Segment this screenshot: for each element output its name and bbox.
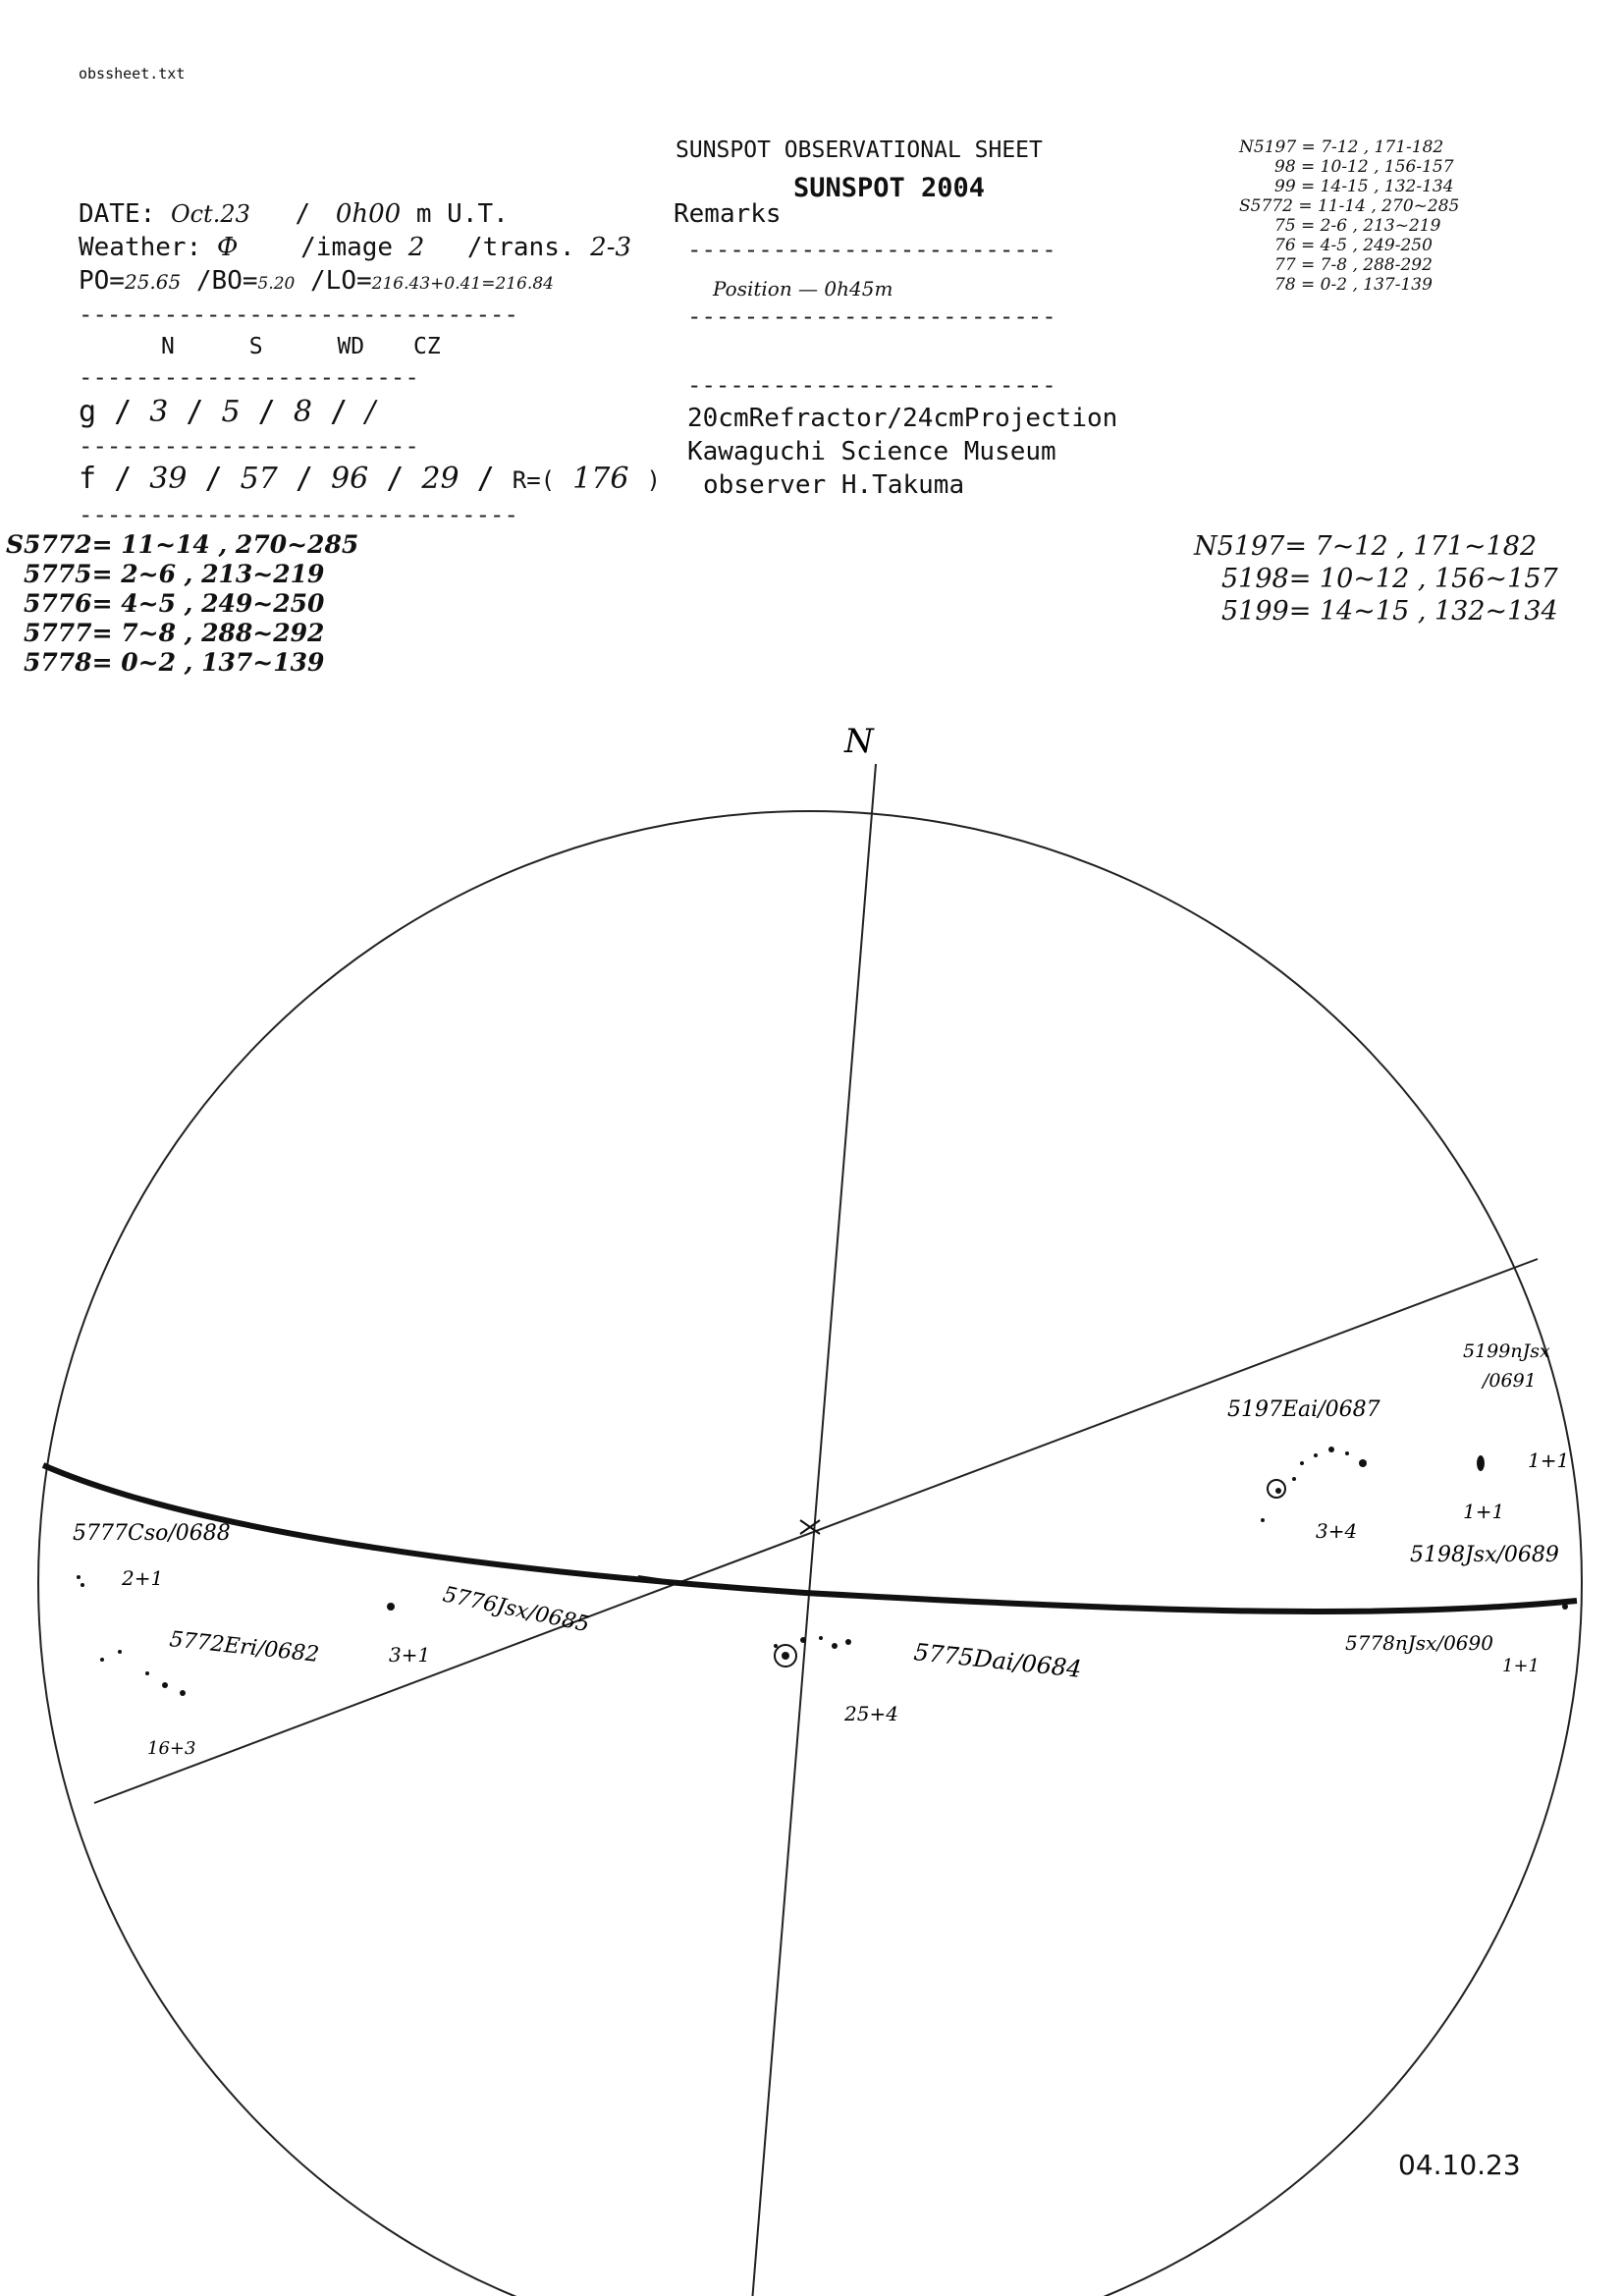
weather-value: Ф bbox=[216, 233, 239, 262]
note-line: 77 = 7-8 , 288-292 bbox=[1274, 255, 1433, 275]
group-5198-label: 5198Jsx/0689 bbox=[1410, 1543, 1559, 1567]
solar-disk-outline bbox=[38, 811, 1582, 2296]
group-5197-label: 5197Eai/0687 bbox=[1227, 1397, 1380, 1422]
group-5772-label: 5772Eri/0682 bbox=[168, 1627, 321, 1667]
note-line: 76 = 4-5 , 249-250 bbox=[1274, 236, 1433, 255]
group-5777-label: 5777Cso/0688 bbox=[73, 1521, 231, 1546]
spot-group-5198 bbox=[1477, 1455, 1485, 1471]
trans-value: 2-3 bbox=[590, 233, 632, 262]
image-label: /image bbox=[300, 233, 394, 262]
spot-group-5775 bbox=[774, 1636, 851, 1667]
note-line: 5776= 4~5 , 249~250 bbox=[24, 589, 325, 618]
f-row: f / 39 / 57 / 96 / 29 / R=( 176 ) bbox=[79, 462, 661, 496]
note-line: S5772 = 11-14 , 270~285 bbox=[1239, 196, 1460, 216]
f-wd-value: 96 bbox=[331, 462, 369, 496]
r-label: R=( bbox=[512, 466, 556, 494]
note-line: 5199= 14~15 , 132~134 bbox=[1221, 596, 1558, 627]
group-5199-label: 5199nJsx bbox=[1463, 1340, 1550, 1362]
r-close: ) bbox=[646, 466, 661, 494]
divider: -------------------------- bbox=[687, 302, 1056, 330]
group-5778-label: 5778nJsx/0690 bbox=[1345, 1631, 1493, 1655]
spot-group-5776 bbox=[387, 1603, 395, 1611]
ns-axis-line bbox=[748, 764, 876, 2296]
divider: -------------------------- bbox=[687, 236, 1056, 263]
footer-date: 04.10.23 bbox=[1398, 2149, 1521, 2181]
note-line: 99 = 14-15 , 132-134 bbox=[1274, 177, 1454, 196]
p0-value: 25.65 bbox=[124, 270, 182, 294]
group-5776-label: 5776Jsx/0685 bbox=[440, 1582, 592, 1638]
divider: ------------------------ bbox=[79, 363, 419, 391]
g-row: g / 3 / 5 / 8 / / bbox=[79, 395, 376, 429]
l0-label: /LO= bbox=[310, 266, 372, 296]
g-label: g bbox=[79, 395, 97, 429]
g-cz-value: / bbox=[365, 395, 376, 429]
note-line: N5197= 7~12 , 171~182 bbox=[1194, 531, 1538, 562]
note-line: 75 = 2-6 , 213~219 bbox=[1274, 216, 1441, 236]
f-s-value: 57 bbox=[240, 462, 278, 496]
location-text: Kawaguchi Science Museum bbox=[687, 437, 1056, 466]
g-wd-value: 8 bbox=[293, 395, 312, 429]
b0-label: /BO= bbox=[195, 266, 258, 296]
header-cz: CZ bbox=[413, 334, 441, 359]
note-line: S5772= 11~14 , 270~285 bbox=[6, 530, 359, 559]
group-5199-count: 1+1 bbox=[1528, 1449, 1570, 1472]
spot-group-5772 bbox=[100, 1650, 186, 1696]
date-row: DATE: Oct.23 / 0h00 m U.T. bbox=[79, 199, 509, 229]
weather-label: Weather: bbox=[79, 233, 202, 262]
note-line: 5775= 2~6 , 213~219 bbox=[24, 560, 325, 588]
note-line: N5197 = 7-12 , 171-182 bbox=[1239, 137, 1444, 157]
header-s: S bbox=[248, 334, 263, 359]
time-suffix: m U.T. bbox=[415, 199, 509, 229]
note-line: 5198= 10~12 , 156~157 bbox=[1221, 564, 1558, 594]
note-line: 78 = 0-2 , 137-139 bbox=[1274, 275, 1433, 295]
observer-text: observer H.Takuma bbox=[703, 470, 965, 500]
divider: ------------------------ bbox=[79, 432, 419, 460]
remarks-label: Remarks bbox=[674, 199, 782, 229]
f-n-value: 39 bbox=[149, 462, 188, 496]
date-label: DATE: bbox=[79, 199, 156, 229]
sheet-title: SUNSPOT OBSERVATIONAL SHEET bbox=[676, 137, 1043, 163]
divider: ------------------------------- bbox=[79, 501, 518, 528]
trans-label: /trans. bbox=[466, 233, 575, 262]
header-wd: WD bbox=[337, 334, 365, 359]
g-s-value: 5 bbox=[221, 395, 241, 429]
header-n: N bbox=[161, 334, 175, 359]
note-line: 5777= 7~8 , 288~292 bbox=[24, 619, 325, 647]
group-5197-count: 3+4 bbox=[1316, 1519, 1358, 1543]
group-5775-count: 25+4 bbox=[844, 1702, 898, 1725]
group-5775-label: 5775Dai/0684 bbox=[912, 1638, 1083, 1683]
spot-group-5197 bbox=[1261, 1447, 1367, 1522]
group-5776-count: 3+1 bbox=[389, 1643, 431, 1667]
date-value: Oct.23 bbox=[170, 200, 250, 228]
group-5777-count: 2+1 bbox=[122, 1566, 164, 1590]
group-5199-number: /0691 bbox=[1483, 1370, 1537, 1392]
spot-group-5778 bbox=[1562, 1604, 1568, 1610]
instrument-text: 20cmRefractor/24cmProjection bbox=[687, 404, 1118, 433]
file-label: obssheet.txt bbox=[79, 65, 186, 82]
note-line: 98 = 10-12 , 156-157 bbox=[1274, 157, 1454, 177]
spot-group-5777 bbox=[77, 1575, 84, 1587]
remarks-note: Position — 0h45m bbox=[713, 277, 893, 301]
l0-value: 216.43+0.41=216.84 bbox=[371, 274, 554, 294]
sheet-subtitle: SUNSPOT 2004 bbox=[793, 173, 986, 203]
group-5198-count: 1+1 bbox=[1463, 1500, 1505, 1523]
b0-value: 5.20 bbox=[257, 274, 296, 294]
divider: -------------------------- bbox=[687, 371, 1056, 399]
image-value: 2 bbox=[407, 233, 425, 262]
f-label: f bbox=[79, 462, 97, 496]
r-value: 176 bbox=[572, 462, 629, 496]
g-n-value: 3 bbox=[149, 395, 169, 429]
divider: ------------------------------- bbox=[79, 301, 518, 328]
north-label: N bbox=[844, 722, 874, 761]
p0-label: PO= bbox=[79, 266, 125, 296]
group-5778-count: 1+1 bbox=[1502, 1656, 1540, 1676]
f-cz-value: 29 bbox=[421, 462, 460, 496]
group-5772-count: 16+3 bbox=[147, 1738, 196, 1759]
time-value: 0h00 bbox=[335, 199, 402, 229]
note-line: 5778= 0~2 , 137~139 bbox=[24, 648, 325, 677]
